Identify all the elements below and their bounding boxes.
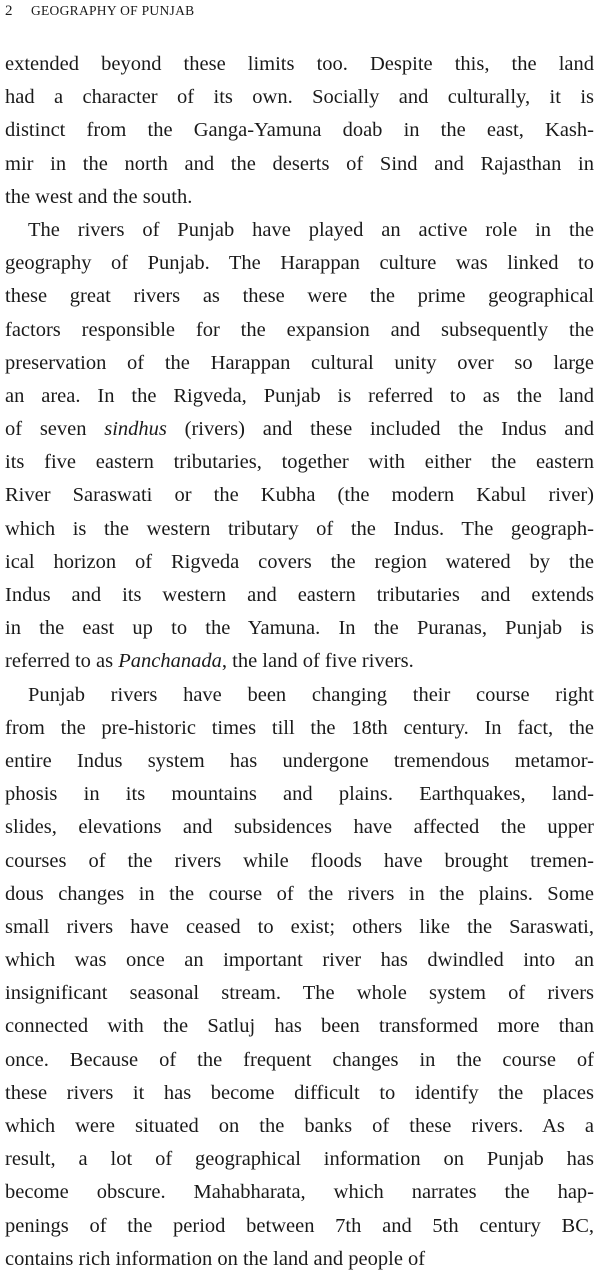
- text-line: which is the western tributary of the Indus. The geograph-: [5, 517, 594, 540]
- text-line: had a character of its own. Socially and culturally, it is: [5, 86, 594, 109]
- text-line: penings of the period between 7th and 5th century BC,: [5, 1214, 594, 1237]
- text-line: extended beyond these limits too. Despite this, the land: [5, 53, 594, 75]
- text-line: these great rivers as these were the prime geographical: [5, 285, 594, 308]
- paragraph: [5, 679, 594, 1276]
- page-number: 2: [5, 3, 13, 19]
- text-line: courses of the rivers while floods have brought tremen-: [5, 849, 594, 872]
- body-text: [5, 48, 594, 1276]
- text-line: preservation of the Harappan cultural unity over so large: [5, 351, 594, 374]
- text-line: factors responsible for the expansion and subsequently the: [5, 318, 594, 341]
- text-line: Punjab rivers have been changing their course right: [28, 683, 594, 706]
- text-line: become obscure. Mahabharata, which narrates the hap-: [5, 1181, 594, 1204]
- text-line: distinct from the Ganga-Yamuna doab in the east, Kash-: [5, 119, 594, 142]
- text-line: Indus and its western and eastern tributaries and extends: [5, 584, 594, 606]
- text-line: connected with the Satluj has been transformed more than: [5, 1015, 594, 1038]
- text-line: insignificant seasonal stream. The whole system of rivers: [5, 982, 594, 1005]
- text-line: mir in the north and the deserts of Sind and Rajasthan in: [5, 152, 594, 175]
- running-head: [5, 0, 194, 22]
- text-line: ical horizon of Rigveda covers the region watered by the: [5, 550, 594, 573]
- text-line: once. Because of the frequent changes in the course of: [5, 1048, 594, 1071]
- text-line: an area. In the Rigveda, Punjab is referred to as the land: [5, 384, 594, 407]
- text-line: of seven sindhus (rivers) and these included the Indus and: [5, 418, 594, 441]
- running-head-title: GEOGRAPHY OF PUNJAB: [30, 3, 195, 18]
- text-line: which was once an important river has dwindled into an: [5, 949, 594, 972]
- text-line: geography of Punjab. The Harappan culture was linked to: [5, 252, 594, 275]
- text-line: from the pre-historic times till the 18th century. In fact, the: [5, 716, 594, 739]
- text-line: these rivers it has become difficult to identify the places: [5, 1081, 594, 1104]
- text-line: The rivers of Punjab have played an active role in the: [28, 218, 594, 241]
- text-line: contains rich information on the land and people of: [5, 1247, 426, 1270]
- text-line: result, a lot of geographical information on Punjab has: [5, 1148, 594, 1171]
- text-line: slides, elevations and subsidences have affected the upper: [5, 816, 594, 839]
- text-line: the west and the south.: [5, 185, 193, 208]
- text-line: entire Indus system has undergone tremendous metamor-: [5, 749, 594, 772]
- text-line: referred to as Panchanada, the land of five rivers.: [5, 650, 414, 673]
- text-line: which were situated on the banks of these rivers. As a: [5, 1115, 594, 1137]
- paragraph: [5, 214, 594, 679]
- text-line: in the east up to the Yamuna. In the Puranas, Punjab is: [5, 617, 594, 640]
- text-line: dous changes in the course of the rivers in the plains. Some: [5, 882, 594, 905]
- text-line: small rivers have ceased to exist; others like the Saraswati,: [5, 915, 594, 938]
- text-line: River Saraswati or the Kubha (the modern Kabul river): [5, 484, 594, 507]
- paragraph: [5, 48, 594, 214]
- text-line: phosis in its mountains and plains. Earthquakes, land-: [5, 783, 594, 806]
- text-line: its five eastern tributaries, together with either the eastern: [5, 451, 594, 474]
